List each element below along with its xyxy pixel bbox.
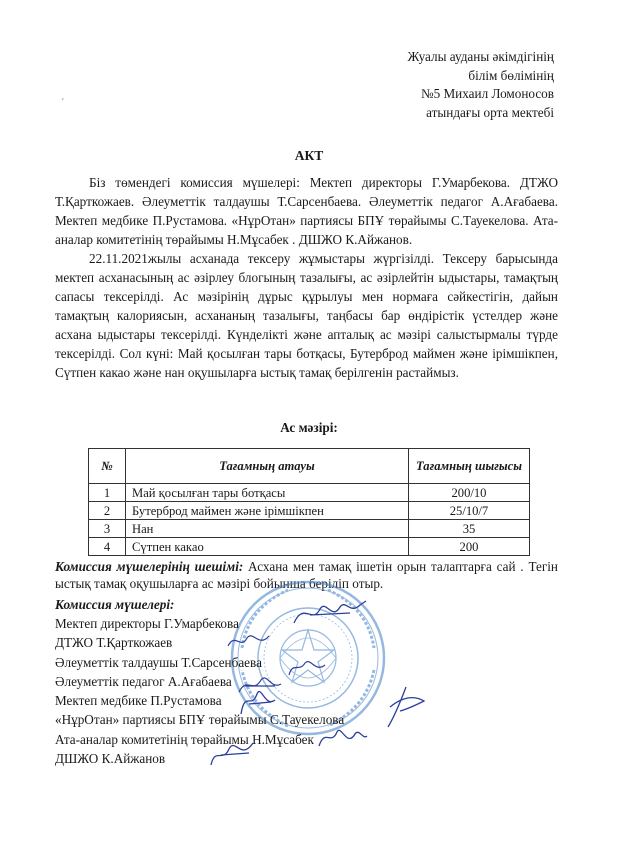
dish-portion: 35 bbox=[409, 520, 530, 538]
member-line: Ата-аналар комитетінің төрайымы Н.Мұсабек bbox=[55, 731, 314, 747]
table-row bbox=[89, 520, 530, 538]
dish-name: Сүтпен какао bbox=[126, 538, 409, 556]
act-body bbox=[55, 173, 558, 382]
dish-name: Нан bbox=[126, 520, 409, 538]
members-list bbox=[55, 614, 344, 768]
member-line: Әлеуметтік талдаушы Т.Сарсенбаева bbox=[55, 654, 262, 670]
member-line: «НұрОтан» партиясы БПҰ төрайымы С.Тауекелова bbox=[55, 712, 345, 728]
member-line: ДШЖО К.Айжанов bbox=[55, 751, 166, 767]
header-line: №5 Михаил Ломоносов bbox=[420, 86, 554, 101]
dish-portion: 200 bbox=[409, 538, 530, 556]
signature-deputy-education bbox=[205, 735, 260, 771]
menu-table-header-row bbox=[89, 449, 530, 484]
menu-title: Ас мәзірі: bbox=[280, 420, 338, 435]
member-line: Әлеуметтік педагог А.Ағабаева bbox=[55, 673, 232, 689]
dish-portion: 200/10 bbox=[409, 484, 530, 502]
school-header bbox=[407, 48, 554, 122]
stray-pen-mark: ˊ bbox=[61, 98, 65, 109]
dish-name: Май қосылған тары ботқасы bbox=[126, 484, 409, 502]
row-number: 2 bbox=[89, 502, 126, 520]
dish-portion: 25/10/7 bbox=[409, 502, 530, 520]
inspection-paragraph: 22.11.2021жылы асханада тексеру жұмыстары жүргізілді. Тексеру барысында мектеп асханасының ас әзірлеу блогының тазалығы, ас әзірлейтін ыдыстары, тамақтың сапасы тексерілді. Ас мәзірінің дұрыс құрылуы мен нормаға сәйкестігін, дайын тамақтың калориясын, асхананың тазалығы, таңбасы бар өндірістік үстелдер және асхана ыдыстары тексерілді. Күнделікті және апталық ас мәзірі салыстырмалы түрде тексерілді. Сол күні: Май қосылған тары ботқасы, Бутерброд маймен және ірімшікпен, Сүтпен какао және нан оқушыларға ыстық тамақ берілгенін растаймыз. bbox=[55, 251, 558, 380]
document-title: АКТ bbox=[294, 148, 324, 163]
signature-parents-committee bbox=[315, 722, 370, 752]
header-line: білім бөлімінің bbox=[468, 67, 554, 83]
table-row bbox=[89, 484, 530, 502]
signature-director bbox=[290, 595, 370, 631]
commission-paragraph: Біз төмендегі комиссия мүшелері: Мектеп директоры Г.Умарбекова. ДТЖО Т.Қарткожаев. Әлеуметтік талдаушы Т.Сарсенбаева. Әлеуметтік педагог А.Ағабаева. Мектеп медбике П.Рустамова. «НұрОтан» партиясы БПҰ төрайымы С.Тауекелова. Ата-аналар комитетінің төрайымы Н.Мұсабек . ДШЖО К.Айжанов. bbox=[55, 175, 558, 247]
table-row bbox=[89, 538, 530, 556]
column-header-dish-name: Тағамның атауы bbox=[126, 449, 409, 484]
row-number: 4 bbox=[89, 538, 126, 556]
column-header-portion: Тағамның шығысы bbox=[409, 449, 530, 484]
decision-text: Асхана мен тамақ ішетін орын талаптарға сай . Тегін ыстық тамақ оқушыларға ас мәзірі бойынша беріліп отыр. bbox=[55, 559, 558, 591]
table-row bbox=[89, 502, 530, 520]
signature-deputy-director bbox=[225, 628, 275, 654]
header-line: атындағы орта мектебі bbox=[426, 104, 554, 120]
decision-label: Комиссия мүшелерінің шешімі: bbox=[55, 559, 244, 574]
signature-analyst bbox=[285, 655, 330, 681]
signature-party-chair bbox=[380, 683, 430, 731]
member-line: Мектеп медбике П.Рустамова bbox=[55, 693, 222, 709]
column-header-number: № bbox=[89, 449, 126, 484]
row-number: 3 bbox=[89, 520, 126, 538]
menu-table bbox=[88, 448, 530, 556]
header-line: Жуалы ауданы әкімдігінің bbox=[407, 49, 554, 64]
members-heading: Комиссия мүшелері: bbox=[55, 597, 175, 612]
member-line: ДТЖО Т.Қарткожаев bbox=[55, 635, 173, 651]
signature-nurse bbox=[235, 680, 285, 720]
dish-name: Бутерброд маймен және ірімшікпен bbox=[126, 502, 409, 520]
row-number: 1 bbox=[89, 484, 126, 502]
member-line: Мектеп директоры Г.Умарбекова bbox=[55, 616, 239, 631]
